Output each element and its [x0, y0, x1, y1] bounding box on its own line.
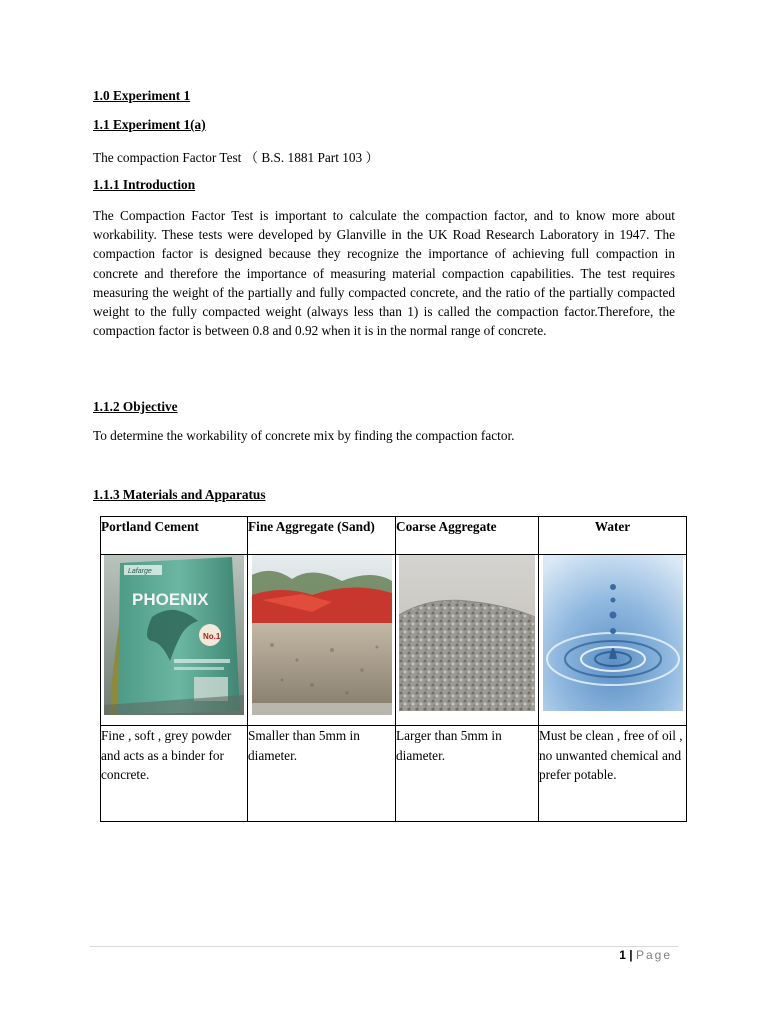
desc-portland-cement: Fine , soft , grey powder and acts as a binder for concrete. [101, 726, 248, 822]
heading-introduction: 1.1.1 Introduction [93, 177, 196, 192]
heading-experiment: 1.0 Experiment 1 [93, 88, 191, 103]
cement-badge: No.1 [203, 632, 221, 641]
table-image-row [101, 555, 687, 726]
page-number: 1 [619, 948, 626, 962]
cement-brand-name: PHOENIX [132, 590, 209, 609]
table-header-row [101, 517, 687, 555]
header-fine-aggregate: Fine Aggregate (Sand) [248, 517, 396, 555]
header-water: Water [539, 517, 687, 555]
heading-materials: 1.1.3 Materials and Apparatus [93, 487, 266, 502]
cement-bag-photo [104, 555, 244, 715]
heading-experiment-a: 1.1 Experiment 1(a) [93, 117, 206, 132]
desc-water: Must be clean , free of oil , no unwanted chemical and prefer potable. [539, 726, 687, 822]
sand-pile-photo [252, 555, 392, 715]
gravel-pile-photo [399, 555, 535, 711]
cell-sand-image [248, 555, 396, 726]
heading-objective: 1.1.2 Objective [93, 399, 178, 414]
introduction-paragraph: The Compaction Factor Test is important to calculate the compaction factor, and to know more about workability. These tests were developed by Glanville in the UK Road Research Laboratory in 1947. The compaction factor is designed because they recognize the importance of achieving full compaction in concrete and therefore the importance of measuring material compaction capabilities. The test requires measuring the weight of the partially and fully compacted concrete, and the ratio of the partially compacted weight to the fully compacted weight (always less than 1) is called the compaction factor.Therefore, the compaction factor is between 0.8 and 0.92 when it is in the normal range of concrete. [93, 208, 675, 339]
desc-fine-aggregate: Smaller than 5mm in diameter. [248, 726, 396, 822]
water-drop-photo [543, 555, 683, 711]
cell-gravel-image [396, 555, 539, 726]
footer-divider [90, 946, 678, 947]
header-coarse-aggregate: Coarse Aggregate [396, 517, 539, 555]
cell-cement-image [101, 555, 248, 726]
header-portland-cement: Portland Cement [101, 517, 248, 555]
cement-brand-logo: Lafarge [128, 568, 152, 575]
page-label: Page [635, 948, 672, 962]
page-separator: | [629, 948, 633, 962]
table-description-row [101, 726, 687, 822]
test-name: The compaction Factor Test （ B.S. 1881 Part 103 ） [93, 150, 379, 165]
desc-coarse-aggregate: Larger than 5mm in diameter. [396, 726, 539, 822]
page-footer [619, 948, 672, 962]
materials-table [100, 516, 687, 822]
cell-water-image [539, 555, 687, 726]
objective-paragraph: To determine the workability of concrete mix by finding the compaction factor. [93, 428, 515, 443]
